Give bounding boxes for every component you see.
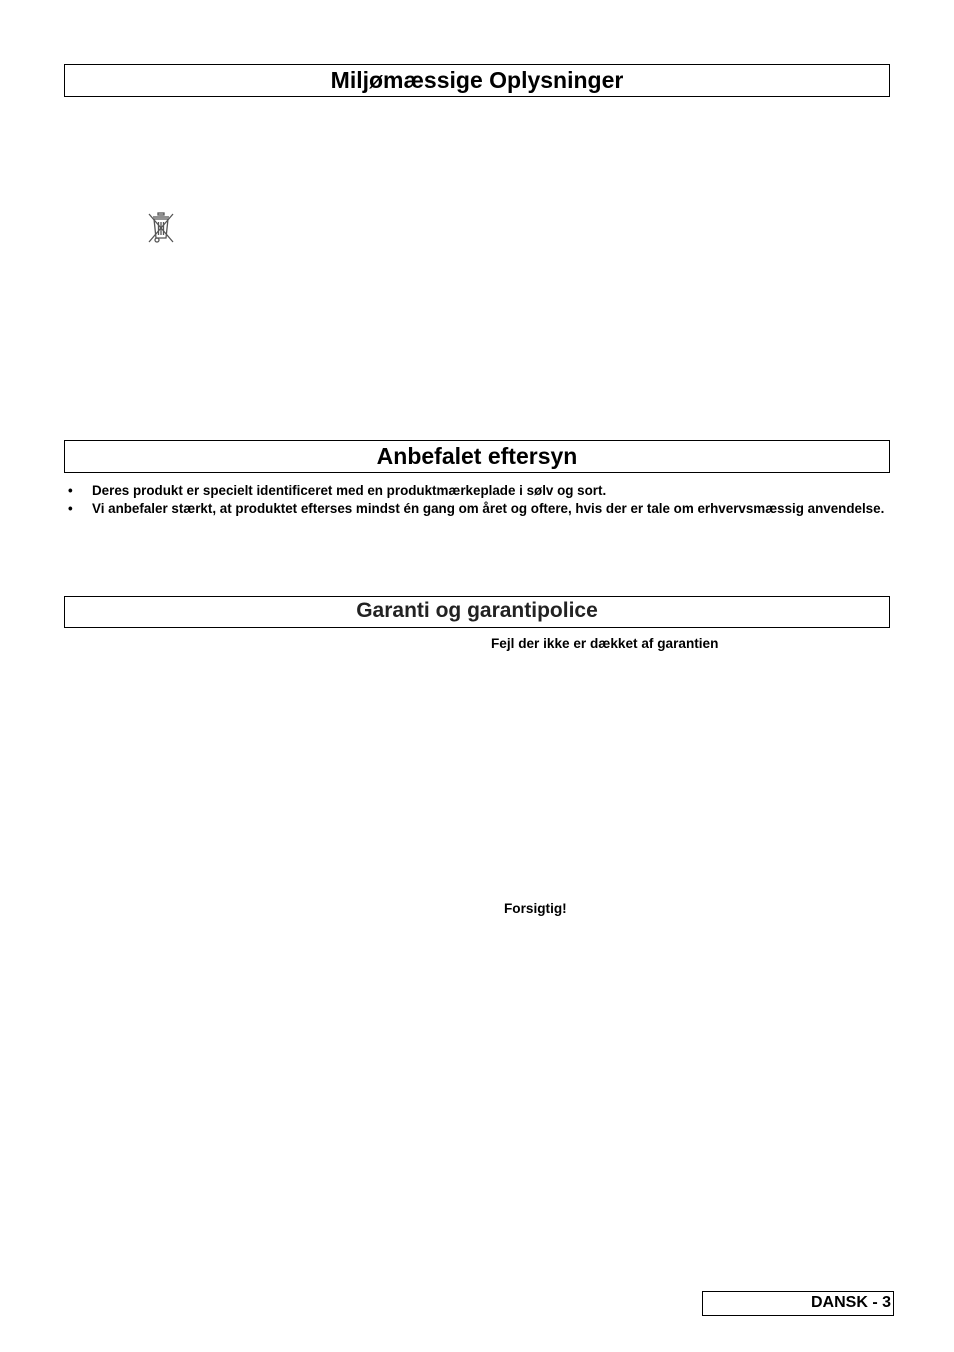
section-title-warranty: Garanti og garantipolice <box>64 596 890 628</box>
list-item <box>64 500 892 518</box>
section-title-inspection: Anbefalet eftersyn <box>64 440 890 473</box>
bullet-symbol: • <box>68 483 73 498</box>
inspection-bullet-list <box>64 482 892 518</box>
caution-heading: Forsigtig! <box>504 901 567 916</box>
page-number: DANSK - 3 <box>702 1291 894 1316</box>
crossed-out-wheelie-bin-icon <box>146 211 176 245</box>
list-item-text: Vi anbefaler stærkt, at produktet efterses mindst én gang om året og oftere, hvis der er tale om erhvervsmæssig anvendelse. <box>92 501 885 516</box>
section-title-environment: Miljømæssige Oplysninger <box>64 64 890 97</box>
list-item-text: Deres produkt er specielt identificeret med en produktmærkeplade i sølv og sort. <box>92 483 607 498</box>
list-item <box>64 482 892 500</box>
bullet-symbol: • <box>68 501 73 516</box>
not-covered-heading: Fejl der ikke er dækket af garantien <box>491 636 719 651</box>
